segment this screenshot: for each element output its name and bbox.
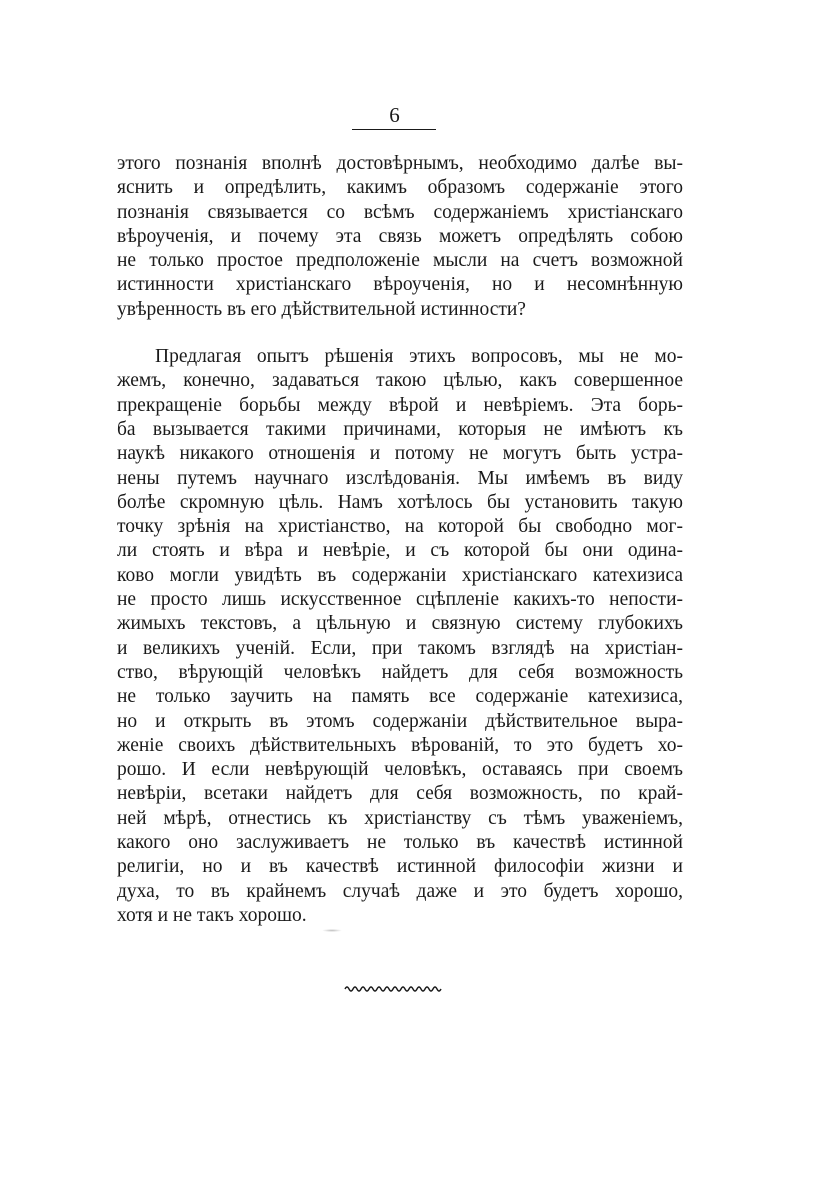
text-line: Предлагая опытъ рѣшенія этихъ вопросовъ, мы не мо-: [155, 346, 683, 368]
text-line: истинности христіанскаго вѣроученія, но и несомнѣнную: [117, 274, 683, 296]
text-line: прекращеніе борьбы между вѣрой и невѣріемъ. Эта борь-: [117, 394, 683, 416]
text-line: ли стоять и вѣра и невѣріе, и съ которой бы они одина-: [117, 540, 683, 562]
text-line: хотя и не такъ хорошо.: [117, 904, 307, 926]
text-line: ково могли увидѣть въ содержаніи христіанскаго катехизиса: [117, 564, 683, 586]
text-line: точку зрѣнія на христіанство, на которой бы свободно мог-: [117, 516, 683, 538]
text-line: какого оно заслуживаетъ не только въ качествѣ истинной: [117, 832, 683, 854]
text-line: познанія связывается со всѣмъ содержаніемъ христіанскаго: [117, 201, 683, 223]
text-line: и великихъ ученій. Если, при такомъ взглядѣ на христіан-: [117, 637, 683, 659]
text-line: ней мѣрѣ, отнестись къ христіанству съ тѣмъ уваженіемъ,: [117, 807, 683, 829]
text-line: не просто лишь искусственное сцѣпленіе какихъ-то непости-: [117, 589, 683, 611]
text-line: нены путемъ научнаго изслѣдованія. Мы имѣемъ въ виду: [117, 467, 683, 489]
text-line: духа, то въ крайнемъ случаѣ даже и это будетъ хорошо,: [117, 880, 683, 902]
text-line: этого познанія вполнѣ достовѣрнымъ, необходимо далѣе вы-: [117, 153, 683, 174]
text-line: ба вызывается такими причинами, которыя не имѣютъ къ: [117, 418, 683, 440]
text-line: увѣренность въ его дѣйствительной истинности?: [117, 298, 526, 320]
text-line: невѣріи, всетаки найдетъ для себя возможность, по край-: [117, 783, 683, 805]
text-line: рошо. И если невѣрующій человѣкъ, оставаясь при своемъ: [117, 759, 683, 781]
print-smudge: [322, 929, 342, 932]
page-number-rule: [352, 129, 436, 130]
text-line: не только простое предположеніе мысли на счетъ возможной: [117, 250, 683, 272]
paragraph-2: [117, 345, 683, 928]
text-line: наукѣ никакого отношенія и потому не могутъ быть устра-: [117, 443, 683, 465]
text-line: ство, вѣрующій человѣкъ найдетъ для себя возможность: [117, 661, 683, 683]
text-line: религіи, но и въ качествѣ истинной философіи жизни и: [117, 856, 683, 878]
paragraph-gap: [117, 322, 683, 345]
paragraph-1: [117, 152, 683, 322]
text-line: яснить и опредѣлить, какимъ образомъ содержаніе этого: [117, 177, 683, 199]
page-number: 6: [389, 103, 401, 127]
text-line: жемъ, конечно, задаваться такою цѣлью, какъ совершенное: [117, 370, 683, 392]
text-line: жимыхъ текстовъ, а цѣльную и связную систему глубокихъ: [117, 613, 683, 635]
text-line: вѣроученія, и почему эта связь можетъ опредѣлять собою: [117, 225, 683, 247]
text-line: не только заучить на память все содержаніе катехизиса,: [117, 686, 683, 708]
end-ornament-icon: [344, 984, 442, 994]
text-line: болѣе скромную цѣль. Намъ хотѣлось бы установить такую: [117, 491, 683, 513]
body-text: [117, 152, 683, 928]
text-line: женіе своихъ дѣйствительныхъ вѣрованій, то это будетъ хо-: [117, 734, 683, 756]
text-line: но и открыть въ этомъ содержаніи дѣйствительное выра-: [117, 710, 683, 732]
